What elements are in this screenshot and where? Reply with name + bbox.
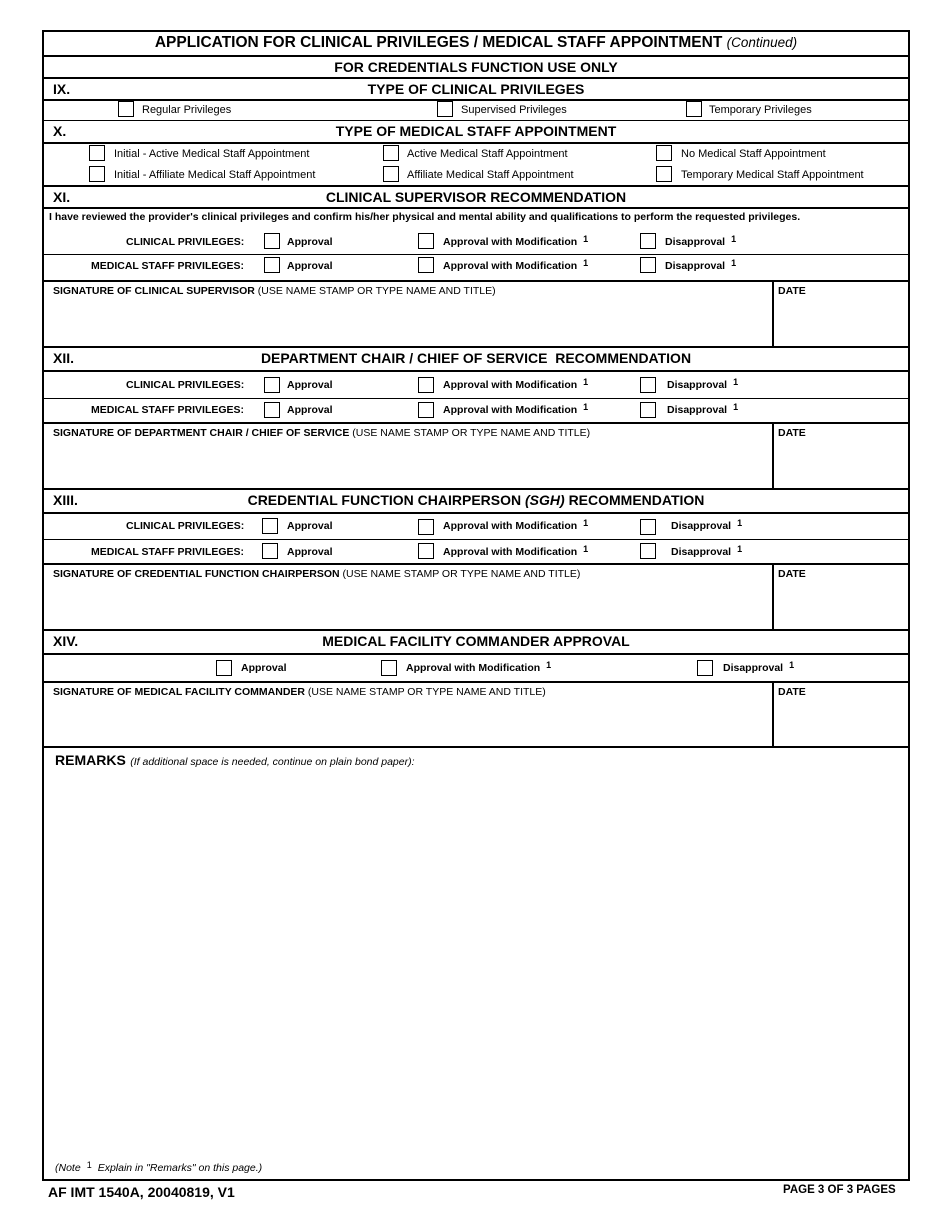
sec14-signature-label: SIGNATURE OF MEDICAL FACILITY COMMANDER [53, 686, 305, 698]
sec13-clinical-modification-label [443, 520, 588, 532]
sec12-signature-label: SIGNATURE OF DEPARTMENT CHAIR / CHIEF OF SERVICE [53, 427, 350, 439]
sec11-date-field[interactable]: DATE [778, 285, 806, 297]
sec14-date-field[interactable]: DATE [778, 686, 806, 698]
sec13-title [42, 492, 910, 508]
sec12-medical-label: MEDICAL STAFF PRIVILEGES: [91, 404, 245, 416]
sec11-title: CLINICAL SUPERVISOR RECOMMENDATION [325, 189, 627, 205]
note-mark: 1 [583, 234, 589, 244]
temporary-privileges-label: Temporary Privileges [709, 104, 812, 116]
sec12-clinical-approval-label: Approval [287, 379, 333, 391]
sec13-clinical-approval-label: Approval [287, 520, 333, 532]
note-mark: 1 [546, 660, 552, 670]
approval-mod-text: Approval with Modification [406, 662, 541, 674]
sec11-signature-field[interactable] [53, 285, 496, 297]
sec13-signature-field[interactable] [53, 568, 580, 580]
sec12-clinical-modification-label [443, 379, 588, 391]
sec11-clinical-disapproval-checkbox[interactable] [640, 233, 656, 249]
sec12-clinical-disapproval-label [667, 379, 738, 391]
sec14-approval-checkbox[interactable] [216, 660, 232, 676]
stamp-hint: (USE NAME STAMP OR TYPE NAME AND TITLE) [342, 568, 581, 580]
approval-mod-text: Approval with Modification [443, 520, 578, 532]
sec12-title: DEPARTMENT CHAIR / CHIEF OF SERVICE RECOMMENDATION [260, 350, 692, 366]
supervised-privileges-checkbox[interactable] [437, 101, 453, 117]
note-mark: 1 [737, 518, 743, 528]
sec12-medical-modification-checkbox[interactable] [418, 402, 434, 418]
active-appointment-label: Active Medical Staff Appointment [407, 148, 568, 160]
sec14-disapproval-checkbox[interactable] [697, 660, 713, 676]
initial-affiliate-label: Initial - Affiliate Medical Staff Appointment [114, 169, 316, 181]
remarks-header [55, 752, 415, 770]
sec11-medical-approval-label: Approval [287, 260, 333, 272]
sec13-clinical-approval-checkbox[interactable] [262, 518, 278, 534]
sec13-title-a: CREDENTIAL FUNCTION CHAIRPERSON [247, 492, 522, 508]
sec12-medical-approval-checkbox[interactable] [264, 402, 280, 418]
disapproval-text: Disapproval [667, 379, 728, 391]
note-mark: 1 [583, 518, 589, 528]
sec14-signature-field[interactable] [53, 686, 546, 698]
form-title [42, 34, 910, 52]
stamp-hint: (USE NAME STAMP OR TYPE NAME AND TITLE) [352, 427, 591, 439]
initial-affiliate-checkbox[interactable] [89, 166, 105, 182]
disapproval-text: Disapproval [667, 404, 728, 416]
note-text: Explain in "Remarks" on this page.) [97, 1162, 263, 1174]
sec13-number: XIII. [53, 492, 78, 508]
sec12-number: XII. [53, 350, 75, 366]
form-title-suffix: (Continued) [726, 35, 798, 50]
disapproval-text: Disapproval [665, 236, 726, 248]
disapproval-text: Disapproval [665, 260, 726, 272]
sec10-title: TYPE OF MEDICAL STAFF APPOINTMENT [335, 123, 617, 139]
note-mark: 1 [731, 234, 737, 244]
sec13-title-b: (SGH) [525, 492, 565, 508]
active-appointment-checkbox[interactable] [383, 145, 399, 161]
temporary-appointment-label: Temporary Medical Staff Appointment [681, 169, 864, 181]
stamp-hint: (USE NAME STAMP OR TYPE NAME AND TITLE) [257, 285, 496, 297]
note-mark: 1 [583, 377, 589, 387]
approval-mod-text: Approval with Modification [443, 546, 578, 558]
form-id: AF IMT 1540A, 20040819, V1 [48, 1184, 235, 1200]
approval-mod-text: Approval with Modification [443, 260, 578, 272]
sec11-medical-label: MEDICAL STAFF PRIVILEGES: [91, 260, 245, 272]
sec11-medical-disapproval-label [665, 260, 736, 272]
remarks-hint: (If additional space is needed, continue on plain bond paper): [130, 756, 415, 768]
disapproval-text: Disapproval [723, 662, 784, 674]
sec13-medical-approval-label: Approval [287, 546, 333, 558]
sec14-number: XIV. [53, 633, 79, 649]
affiliate-appointment-checkbox[interactable] [383, 166, 399, 182]
sec12-medical-modification-label [443, 404, 588, 416]
sec12-medical-disapproval-checkbox[interactable] [640, 402, 656, 418]
note-mark: 1 [737, 544, 743, 554]
approval-mod-text: Approval with Modification [443, 379, 578, 391]
sec13-date-field[interactable]: DATE [778, 568, 806, 580]
remarks-note [55, 1162, 262, 1174]
sec12-signature-field[interactable] [53, 427, 590, 439]
sec14-approval-label: Approval [241, 662, 287, 674]
form-subtitle: FOR CREDENTIALS FUNCTION USE ONLY [334, 59, 618, 75]
sec11-clinical-disapproval-label [665, 236, 736, 248]
sec9-title: TYPE OF CLINICAL PRIVILEGES [367, 81, 585, 97]
sec13-medical-disapproval-checkbox[interactable] [640, 543, 656, 559]
sec14-disapproval-label [723, 662, 794, 674]
temporary-appointment-checkbox[interactable] [656, 166, 672, 182]
sec12-medical-approval-label: Approval [287, 404, 333, 416]
sec14-title: MEDICAL FACILITY COMMANDER APPROVAL [322, 633, 630, 649]
sec12-clinical-approval-checkbox[interactable] [264, 377, 280, 393]
affiliate-appointment-label: Affiliate Medical Staff Appointment [407, 169, 574, 181]
sec13-signature-label: SIGNATURE OF CREDENTIAL FUNCTION CHAIRPERSON [53, 568, 340, 580]
sec12-date-field[interactable]: DATE [778, 427, 806, 439]
note-mark: 1 [583, 258, 589, 268]
temporary-privileges-checkbox[interactable] [686, 101, 702, 117]
sec9-number: IX. [53, 81, 71, 97]
note-mark: 1 [731, 258, 737, 268]
sec12-clinical-label: CLINICAL PRIVILEGES: [126, 379, 245, 391]
initial-active-label: Initial - Active Medical Staff Appointment [114, 148, 310, 160]
sec12-clinical-disapproval-checkbox[interactable] [640, 377, 656, 393]
sec11-clinical-modification-checkbox[interactable] [418, 233, 434, 249]
sec11-clinical-label: CLINICAL PRIVILEGES: [126, 236, 245, 248]
sec11-medical-modification-label [443, 260, 588, 272]
note-prefix: (Note [55, 1162, 81, 1174]
sec13-medical-modification-label [443, 546, 588, 558]
form-title-text: APPLICATION FOR CLINICAL PRIVILEGES / MEDICAL STAFF APPOINTMENT [154, 34, 723, 51]
sec11-statement: I have reviewed the provider's clinical privileges and confirm his/her physical and mental ability and qualifications to perform the requested privileges. [49, 211, 801, 223]
sec13-title-c: RECOMMENDATION [568, 492, 705, 508]
sec12-clinical-modification-checkbox[interactable] [418, 377, 434, 393]
sec11-medical-disapproval-checkbox[interactable] [640, 257, 656, 273]
initial-active-checkbox[interactable] [89, 145, 105, 161]
sec13-medical-label: MEDICAL STAFF PRIVILEGES: [91, 546, 245, 558]
no-appointment-label: No Medical Staff Appointment [681, 148, 826, 160]
sec13-clinical-label: CLINICAL PRIVILEGES: [126, 520, 245, 532]
sec11-number: XI. [53, 189, 71, 205]
supervised-privileges-label: Supervised Privileges [461, 104, 567, 116]
no-appointment-checkbox[interactable] [656, 145, 672, 161]
remarks-textarea[interactable] [50, 775, 902, 1155]
sec13-medical-disapproval-label [671, 546, 742, 558]
note-mark: 1 [583, 402, 589, 412]
disapproval-text: Disapproval [671, 546, 732, 558]
sec13-medical-approval-checkbox[interactable] [262, 543, 278, 559]
note-mark: 1 [583, 544, 589, 554]
sec11-medical-modification-checkbox[interactable] [418, 257, 434, 273]
sec11-clinical-approval-checkbox[interactable] [264, 233, 280, 249]
stamp-hint: (USE NAME STAMP OR TYPE NAME AND TITLE) [307, 686, 546, 698]
note-mark: 1 [789, 660, 795, 670]
note-mark: 1 [733, 377, 739, 387]
approval-mod-text: Approval with Modification [443, 404, 578, 416]
sec11-clinical-modification-label [443, 236, 588, 248]
sec13-clinical-disapproval-label [671, 520, 742, 532]
sec13-medical-modification-checkbox[interactable] [418, 543, 434, 559]
page-number: PAGE 3 OF 3 PAGES [783, 1184, 896, 1196]
note-mark: 1 [733, 402, 739, 412]
sec14-modification-label [406, 662, 551, 674]
note-mark: 1 [86, 1160, 92, 1170]
remarks-label: REMARKS [55, 752, 126, 768]
regular-privileges-label: Regular Privileges [142, 104, 232, 116]
sec13-clinical-disapproval-checkbox[interactable] [640, 519, 656, 535]
disapproval-text: Disapproval [671, 520, 732, 532]
sec14-modification-checkbox[interactable] [381, 660, 397, 676]
regular-privileges-checkbox[interactable] [118, 101, 134, 117]
sec11-signature-label: SIGNATURE OF CLINICAL SUPERVISOR [53, 285, 255, 297]
sec12-medical-disapproval-label [667, 404, 738, 416]
sec11-clinical-approval-label: Approval [287, 236, 333, 248]
approval-mod-text: Approval with Modification [443, 236, 578, 248]
sec13-clinical-modification-checkbox[interactable] [418, 519, 434, 535]
sec11-medical-approval-checkbox[interactable] [264, 257, 280, 273]
sec10-number: X. [53, 123, 67, 139]
